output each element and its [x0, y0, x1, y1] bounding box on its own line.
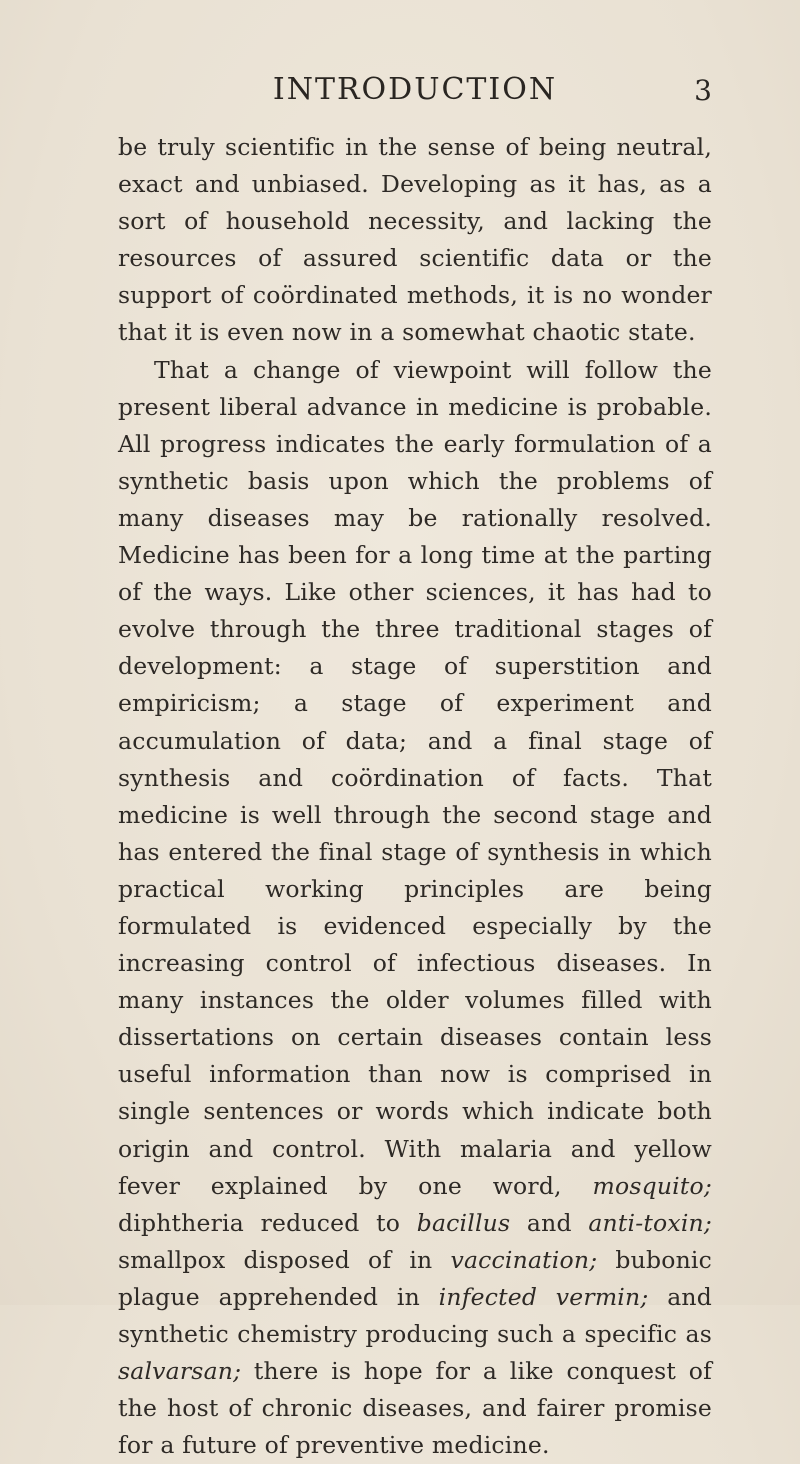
italic-term: mosquito; — [592, 1171, 712, 1200]
text-segment: and — [510, 1208, 589, 1237]
italic-term: anti-toxin; — [588, 1208, 712, 1237]
body-text — [118, 129, 712, 1464]
text-segment: and synthetic chemistry producing such a specific as — [118, 1282, 712, 1348]
text-segment: bubonic plague apprehended in — [118, 1245, 712, 1311]
page-number: 3 — [694, 74, 712, 107]
italic-term: bacillus — [416, 1208, 511, 1237]
italic-term: salvarsan; — [118, 1357, 242, 1386]
italic-term: infected vermin; — [438, 1282, 649, 1311]
text-segment: there is hope for a like conquest of the host of chronic diseases, and fairer promise for a future of preventive medicine. — [118, 1357, 712, 1460]
text-segment: smallpox disposed of in — [118, 1245, 451, 1274]
text-segment: That a change of viewpoint will follow the present liberal advance in medicine is probable. All progress indicates the early formulation of a synthetic basis upon which the problems of many diseases may be rationally resolved. Medicine has been for a long time at the parting of the ways. Like other sciences, it has had to evolve through the three traditional stages of development: a stage of superstition and empiricism; a stage of experiment and accumulation of data; and a final stage of synthesis and coördination of facts. That medicine is well through the second stage and has entered the final stage of synthesis in which practical working principles are being formulated is evidenced especially by the increasing control of infectious diseases. In many instances the older volumes filled with dissertations on certain diseases contain less useful information than now is comprised in single sentences or words which indicate both origin and control. With malaria and yellow fever explained by one word, — [118, 355, 712, 1200]
paragraph-1 — [118, 129, 712, 352]
running-title: INTRODUCTION — [272, 72, 558, 107]
text-segment: diphtheria reduced to — [118, 1208, 417, 1237]
running-head — [118, 72, 712, 112]
paragraph-2 — [118, 352, 712, 1464]
text-segment: be truly scientific in the sense of being neutral, exact and unbiased. Developing as it has, as a sort of household necessity, and lacking the resources of assured scientific data or the support of coördinated methods, it is no wonder that it is even now in a somewhat chaotic state. — [118, 133, 712, 347]
italic-term: vaccination; — [450, 1245, 598, 1274]
